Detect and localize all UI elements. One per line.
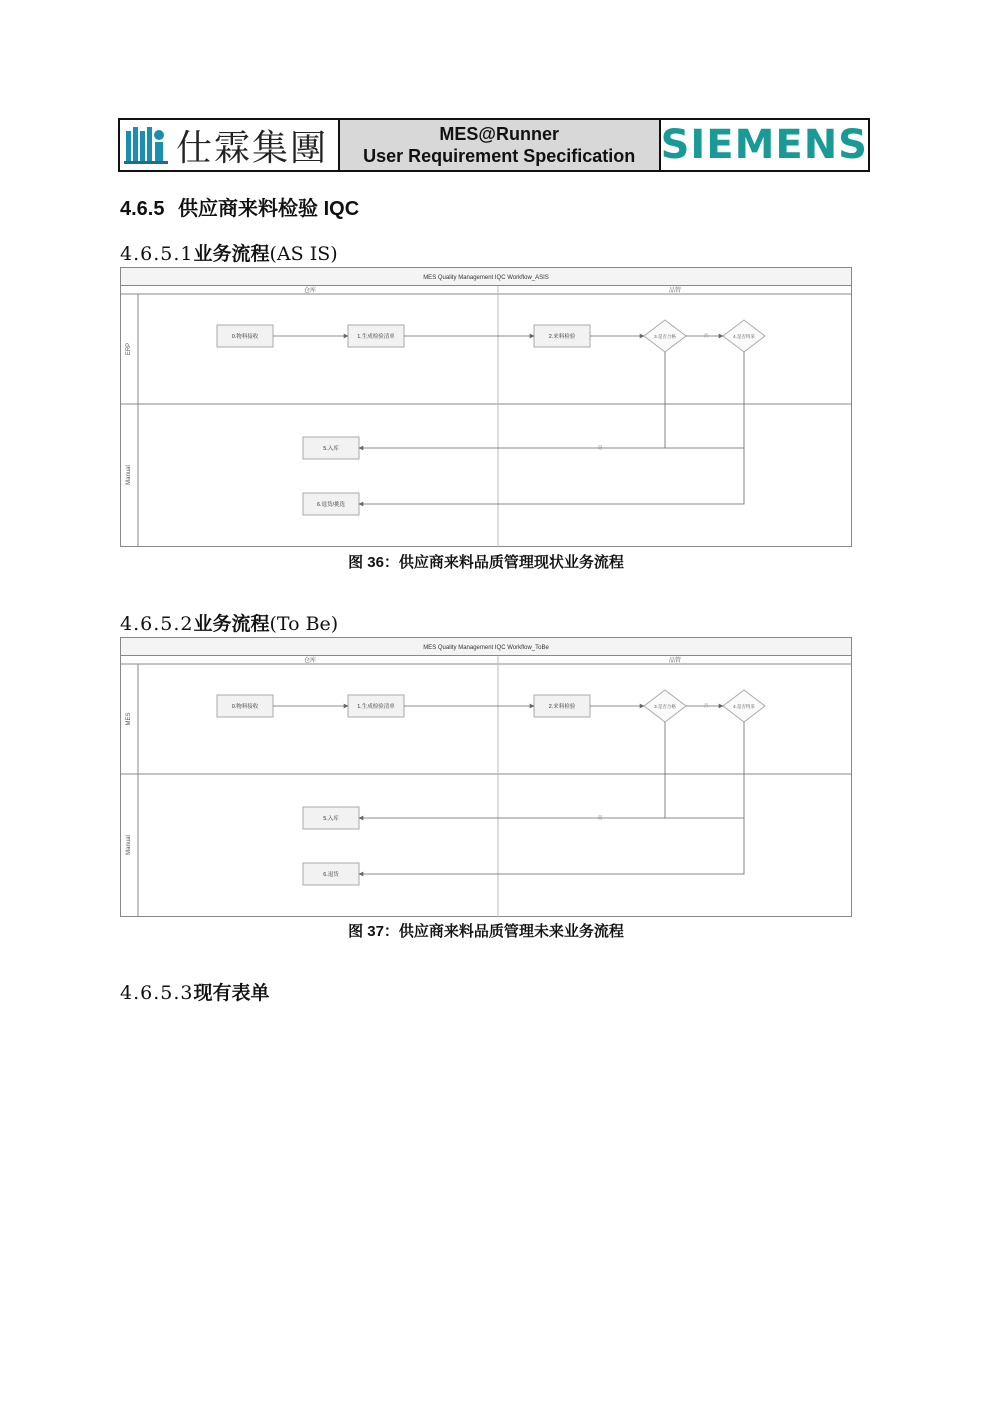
diagram-title: MES Quality Management IQC Workflow_ToBe (423, 645, 549, 651)
section-title-text: 供应商来料检验 IQC (178, 198, 360, 220)
subsection-title: 业务流程 (193, 243, 270, 265)
subsection-title: 现有表单 (193, 982, 270, 1004)
decision-label-3: 3.是否合格 (654, 334, 676, 339)
column-header-warehouse: 仓库 (303, 288, 317, 294)
section-heading (120, 192, 359, 221)
column-header-warehouse: 仓库 (303, 658, 317, 664)
lane-label-manual: Manual (126, 835, 132, 855)
workflow-diagram-tobe (120, 637, 852, 917)
connector-label-no: 否 (703, 333, 709, 338)
subsection-heading-asis (120, 239, 338, 266)
subsection-number: 4.6.5.3 (120, 982, 194, 1004)
document-header-banner (118, 118, 870, 172)
company-name: 仕霖集團 (176, 127, 329, 169)
subsection-number: 4.6.5.2 (120, 613, 194, 635)
subsection-heading-forms (120, 978, 270, 1005)
connector-label-yes: 是 (597, 815, 603, 820)
column-header-quality: 品管 (668, 288, 682, 294)
brand-logo: SIEMENS (660, 122, 868, 168)
step-label-2: 2.来料检验 (548, 704, 576, 710)
step-label-0: 0.物料接收 (231, 334, 259, 340)
figure-caption-36: 图 36：供应商来料品质管理现状业务流程 (348, 554, 624, 571)
workflow-diagram-asis (120, 267, 852, 547)
lane-label-erp: ERP (126, 342, 132, 356)
connector-label-no: 否 (703, 703, 709, 708)
decision-label-3: 3.是否合格 (654, 704, 676, 709)
subsection-heading-tobe (120, 609, 338, 636)
subsection-suffix: (To Be) (269, 613, 339, 635)
decision-label-4: 4.是否特采 (733, 334, 755, 339)
step-label-5: 5.入库 (323, 446, 339, 452)
figure-caption-37: 图 37：供应商来料品质管理未来业务流程 (348, 923, 624, 940)
step-label-1: 1.生成检验清单 (357, 704, 395, 710)
step-label-2: 2.来料检验 (548, 334, 576, 340)
column-header-quality: 品管 (668, 658, 682, 664)
document-type: User Requirement Specification (363, 146, 636, 166)
step-label-6: 6.退货/挑选 (316, 502, 346, 508)
spec-title-cell (340, 120, 661, 170)
section-number: 4.6.5 (120, 198, 165, 220)
company-logo-icon (124, 125, 168, 165)
brand-cell (661, 120, 868, 170)
subsection-title: 业务流程 (193, 613, 270, 635)
subsection-number: 4.6.5.1 (120, 243, 194, 265)
diagram-title: MES Quality Management IQC Workflow_ASIS (423, 275, 549, 281)
subsection-suffix: (AS IS) (269, 243, 338, 265)
product-name: MES@Runner (439, 124, 559, 144)
step-label-1: 1.生成检验清单 (357, 334, 395, 340)
lane-label-mes: MES (126, 712, 132, 726)
company-logo-cell (120, 120, 340, 170)
step-label-6: 6.退货 (323, 872, 339, 878)
step-label-0: 0.物料接收 (231, 704, 259, 710)
step-label-5: 5.入库 (323, 816, 339, 822)
lane-label-manual: Manual (126, 465, 132, 485)
connector-label-yes: 是 (597, 445, 603, 450)
decision-label-4: 4.是否特采 (733, 704, 755, 709)
